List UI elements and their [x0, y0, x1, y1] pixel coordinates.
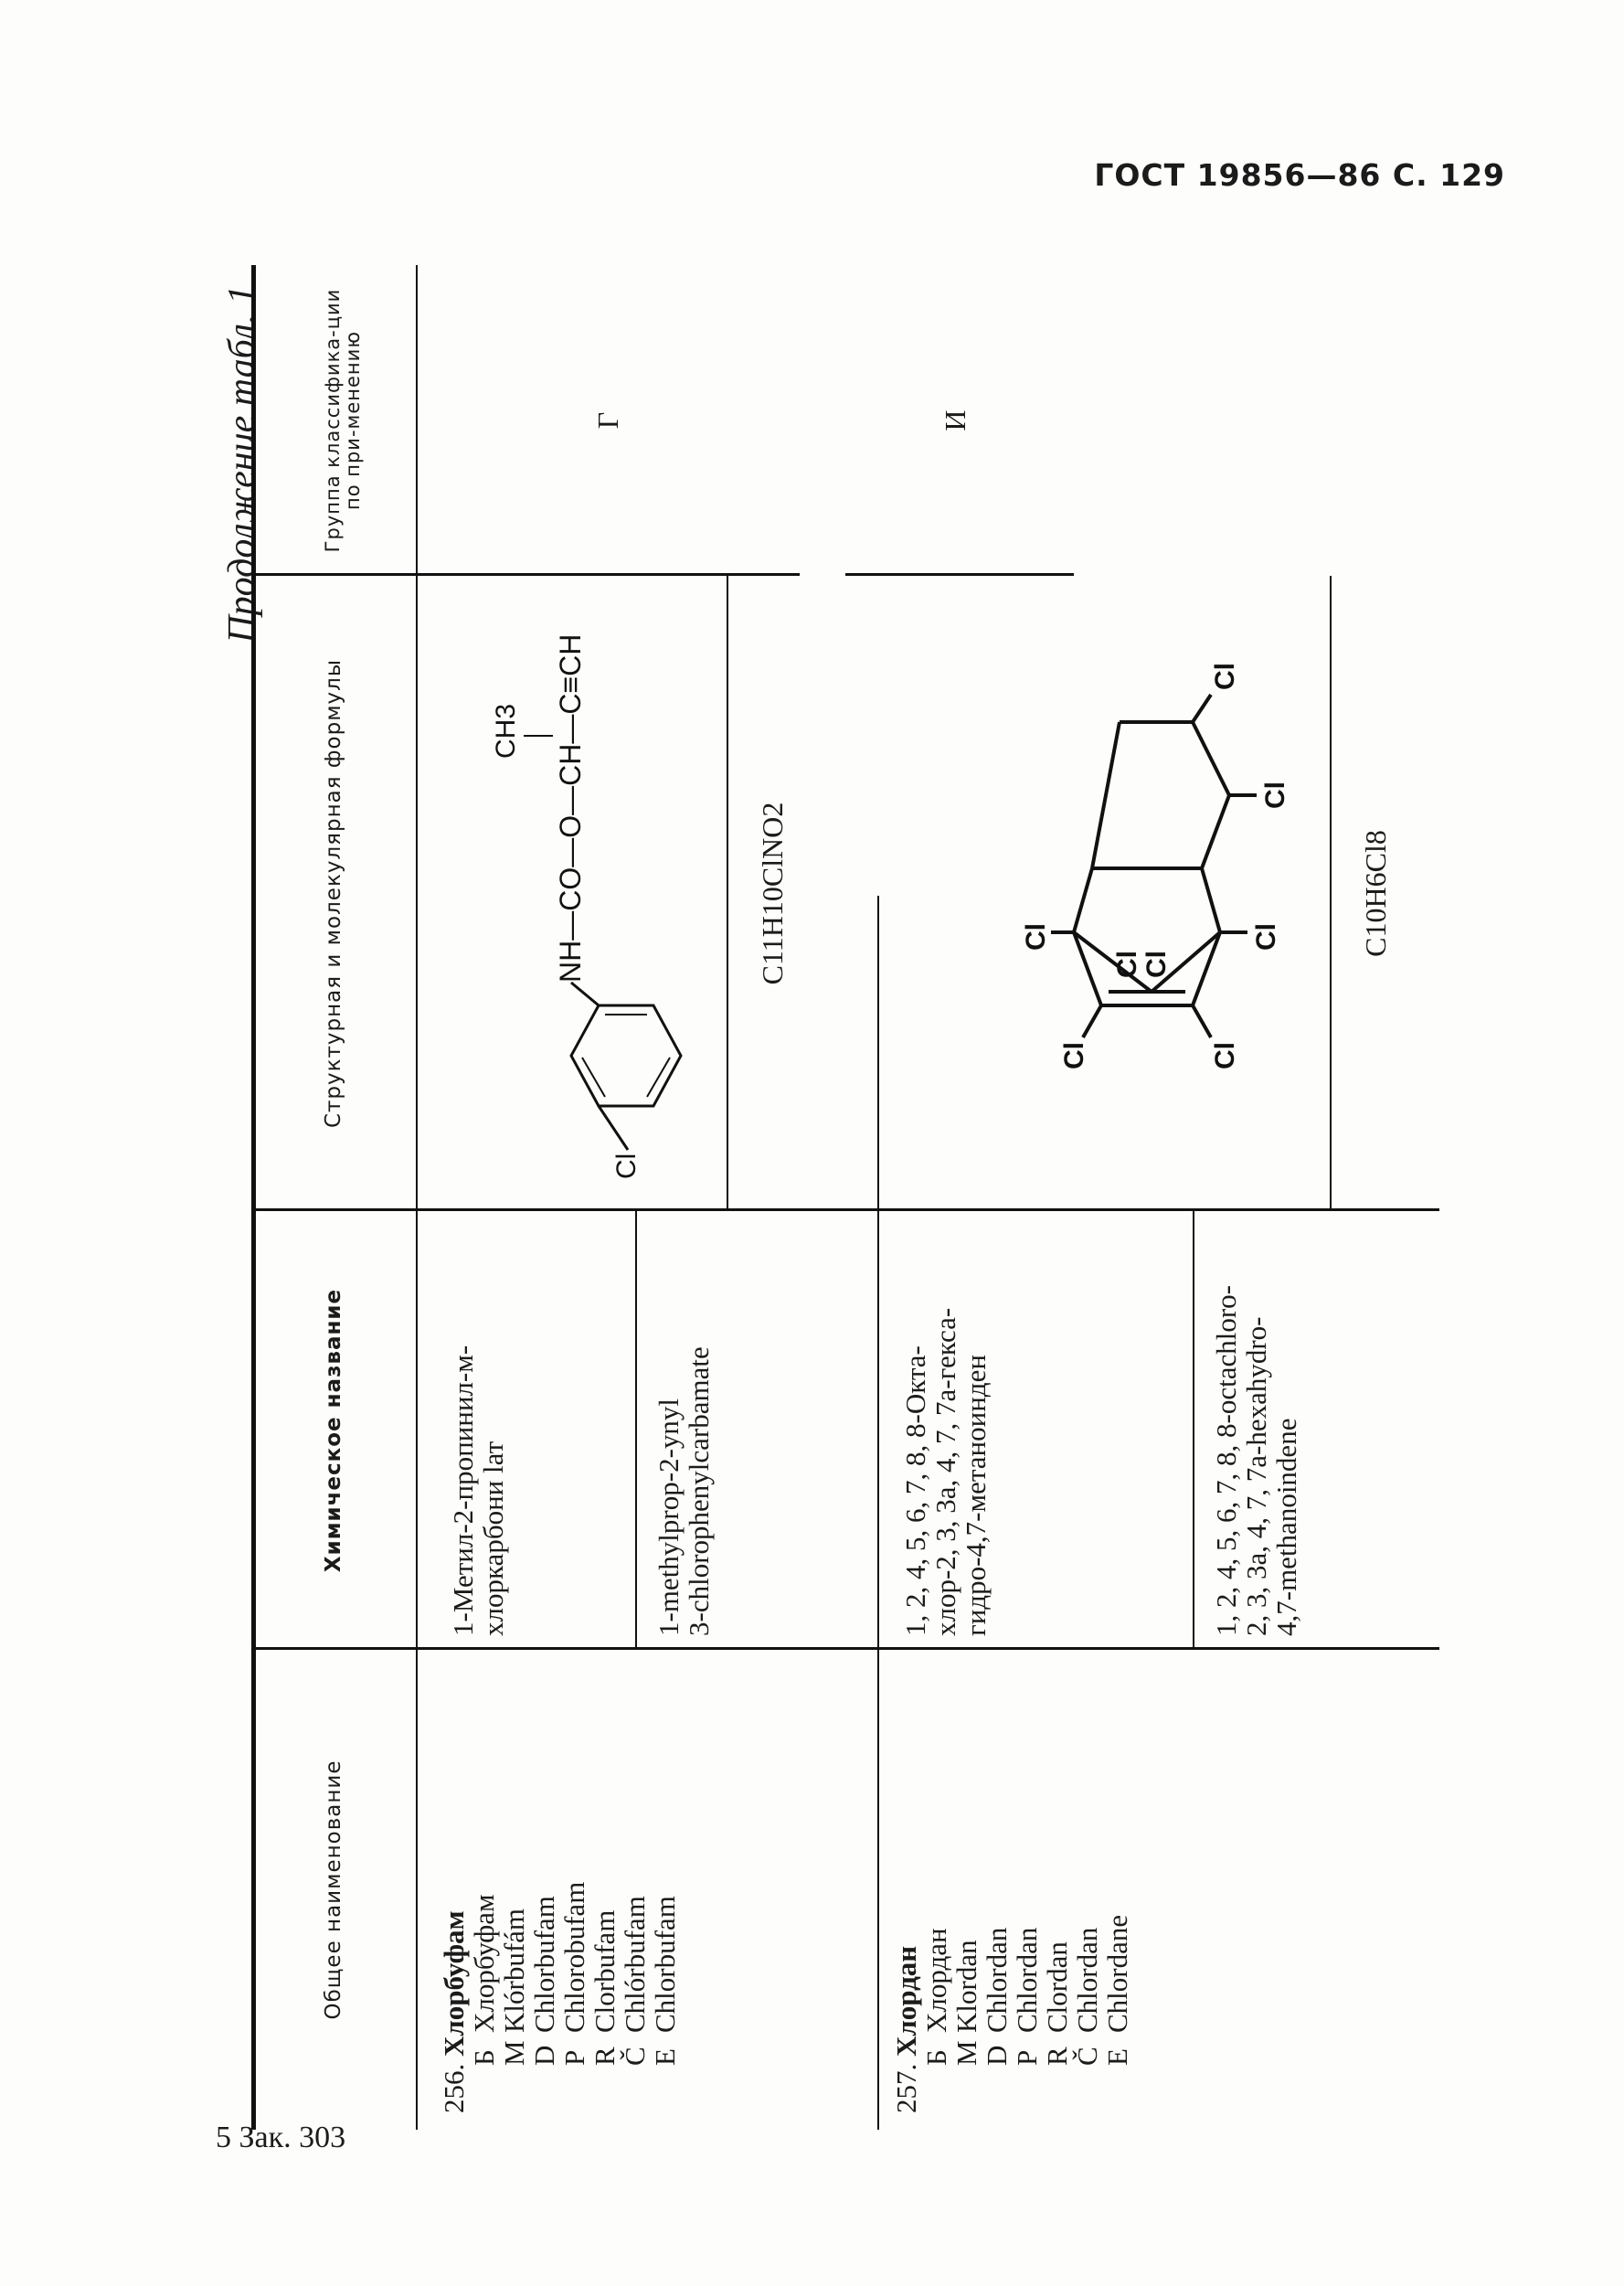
chlorine-label: Cl — [1059, 1042, 1089, 1069]
row256-common-names — [438, 1654, 681, 2113]
bond — [1193, 695, 1211, 722]
bond — [1092, 722, 1120, 868]
row256-molecular-formula: C11H10ClNO2 — [755, 802, 789, 985]
chlorine-label: Cl — [1210, 663, 1240, 690]
chlorine-label: Cl — [1021, 923, 1051, 951]
row256-group: Г — [590, 411, 624, 430]
header-formula: Структурная и молекулярная формулы — [322, 658, 345, 1129]
row256-number: 256. — [438, 2063, 470, 2113]
row256-formula-sub-rule — [727, 576, 728, 1211]
chlorine-label: Cl — [1210, 1042, 1240, 1069]
page-footer: 5 Зак. 303 — [216, 2121, 346, 2154]
name-row: ČChlórbufam — [619, 1896, 651, 2066]
name-row: RClordan — [1041, 1941, 1073, 2066]
row257-common-names — [890, 1654, 1133, 2113]
bond — [1202, 868, 1220, 932]
benzene-ring — [571, 1005, 681, 1106]
bond — [1074, 868, 1092, 932]
row256-title: Хлорбуфам — [438, 1910, 470, 2057]
col-sep-2 — [251, 1208, 1439, 1211]
row257-group: И — [938, 409, 971, 431]
row257-formula-sub-rule — [1330, 576, 1332, 1211]
row257-molecular-formula: C10H6Cl8 — [1358, 830, 1392, 957]
chlorine-label: Cl — [1251, 923, 1281, 951]
row257-chem-sub-rule — [1193, 1211, 1194, 1650]
methyl-label: CH3 — [491, 703, 521, 759]
ring-to-chain-bond — [571, 983, 599, 1005]
row257-title: Хлордан — [890, 1945, 922, 2057]
table-caption: Продолжение табл. 1 — [221, 285, 263, 643]
page-header: ГОСТ 19856—86 С. 129 — [1094, 157, 1505, 193]
carbamate-chain: NH—CO—O—CH—C≡CH — [554, 633, 587, 983]
name-row: МKlórbufám — [498, 1908, 530, 2066]
name-row: EChlorbufam — [649, 1896, 681, 2066]
row256-chem-en: 1-methylprop-2-ynyl 3-chlorophenylcarbamate — [653, 1346, 715, 1636]
row257-number: 257. — [890, 2063, 922, 2113]
header-common-name: Общее наименование — [322, 1760, 345, 2020]
row257-structure — [891, 576, 1321, 1207]
bond — [1083, 1005, 1101, 1037]
name-row: DChlordan — [981, 1927, 1013, 2066]
header-group: Группа классифика-ции по при-менению — [322, 288, 364, 553]
name-row: DChlorbufam — [528, 1896, 560, 2066]
name-row: МKlordan — [950, 1940, 982, 2066]
name-row: БХлорбуфам — [468, 1894, 500, 2066]
row257-chem-ru: 1, 2, 4, 5, 6, 7, 8, 8-Окта- хлор-2, 3, 3а, 4, 7, 7а-гекса- гидро-4,7-метаноинден — [899, 1307, 992, 1636]
chlorine-label: Cl — [1260, 781, 1290, 809]
name-row: БХлордан — [920, 1928, 952, 2066]
name-row: PChlordan — [1011, 1927, 1043, 2066]
row256-structure — [425, 576, 708, 1207]
bond — [1193, 1005, 1211, 1037]
chlorine-label: Cl — [1141, 951, 1172, 978]
bond — [1202, 795, 1229, 868]
row-separator — [877, 896, 879, 2130]
name-row: ČChlordan — [1071, 1927, 1103, 2066]
row257-chem-en: 1, 2, 4, 5, 6, 7, 8, 8-octachloro- 2, 3, 3a, 4, 7, 7a-hexahydro- 4,7-methanoindene — [1210, 1285, 1302, 1636]
name-row: PChlorobufam — [558, 1881, 590, 2066]
name-row: RClorbufam — [589, 1909, 621, 2066]
bond — [1193, 722, 1229, 795]
ring-to-cl-bond — [599, 1106, 628, 1150]
ring-double-bond — [647, 1058, 670, 1097]
rotated-table — [221, 265, 1595, 2130]
row256-chem-ru: 1-Метил-2-пропинил-м- хлоркарбони lат — [447, 1345, 509, 1636]
header-chemical-name: Химическое название — [322, 1288, 345, 1573]
name-row: EChlordane — [1101, 1914, 1133, 2066]
chlorine-label: Cl — [611, 1153, 642, 1179]
ring-double-bond — [582, 1058, 605, 1097]
chlorine-label: Cl — [1112, 951, 1142, 978]
col-sep-1 — [251, 1647, 1439, 1650]
row256-chem-sub-rule — [635, 1211, 637, 1650]
